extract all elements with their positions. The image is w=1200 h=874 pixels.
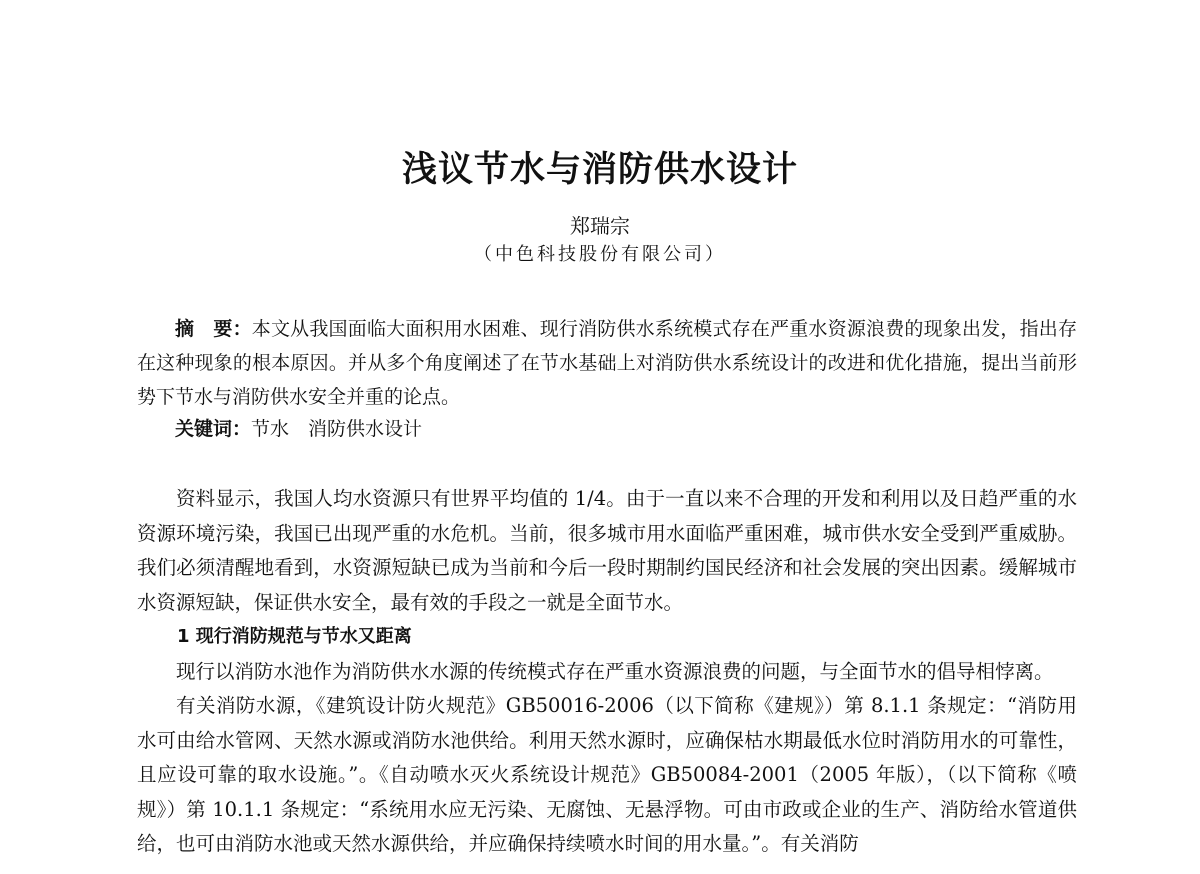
author-name: 郑瑞宗 xyxy=(570,214,630,238)
section-1-paragraph-2: 有关消防水源，《建筑设计防火规范》GB50016-2006（以下简称《建规》）第 8.1.1 条规定：“消防用水可由给水管网、天然水源或消防水池供给。利用天然水源时，应确保枯水期最低水位时消防用水的可靠性，且应设可靠的取水设施。”。《自动喷水灭火系统设计规范》GB50084-2001（2005 年版），（以下简称《喷规》）第 10.1.1 条规定：“系统用水应无污染、无腐蚀、无悬浮物。可由市政或企业的生产、消防给水管道供给，也可由消防水池或天然水源供给，并应确保持续喷水时间的用水量。”。有关消防 xyxy=(137,694,1077,855)
author-affiliation: （中色科技股份有限公司） xyxy=(474,244,726,265)
abstract xyxy=(137,312,1077,414)
keywords-text: 节水 消防供水设计 xyxy=(251,418,423,440)
abstract-label: 摘 要： xyxy=(175,318,252,340)
abstract-text: 本文从我国面临大面积用水困难、现行消防供水系统模式存在严重水资源浪费的现象出发，指出存在这种现象的根本原因。并从多个角度阐述了在节水基础上对消防供水系统设计的改进和优化措施，提出当前形势下节水与消防供水安全并重的论点。 xyxy=(137,318,1077,408)
section-1-heading: 1 现行消防规范与节水又距离 xyxy=(177,626,412,647)
intro-paragraph: 资料显示，我国人均水资源只有世界平均值的 1/4。由于一直以来不合理的开发和利用以及日趋严重的水资源环境污染，我国已出现严重的水危机。当前，很多城市用水面临严重困难，城市供水安全受到严重威胁。我们必须清醒地看到，水资源短缺已成为当前和今后一段时期制约国民经济和社会发展的突出因素。缓解城市水资源短缺，保证供水安全，最有效的手段之一就是全面节水。 xyxy=(137,487,1077,614)
keywords xyxy=(137,412,1077,446)
keywords-paragraph xyxy=(137,412,1077,446)
body-text xyxy=(137,482,1077,862)
paper-title: 浅议节水与消防供水设计 xyxy=(401,150,798,190)
abstract-paragraph xyxy=(137,312,1077,414)
section-1-paragraph-1: 现行以消防水池作为消防供水水源的传统模式存在严重水资源浪费的问题，与全面节水的倡导相悖离。 xyxy=(176,659,1054,683)
keywords-label: 关键词： xyxy=(175,418,252,440)
